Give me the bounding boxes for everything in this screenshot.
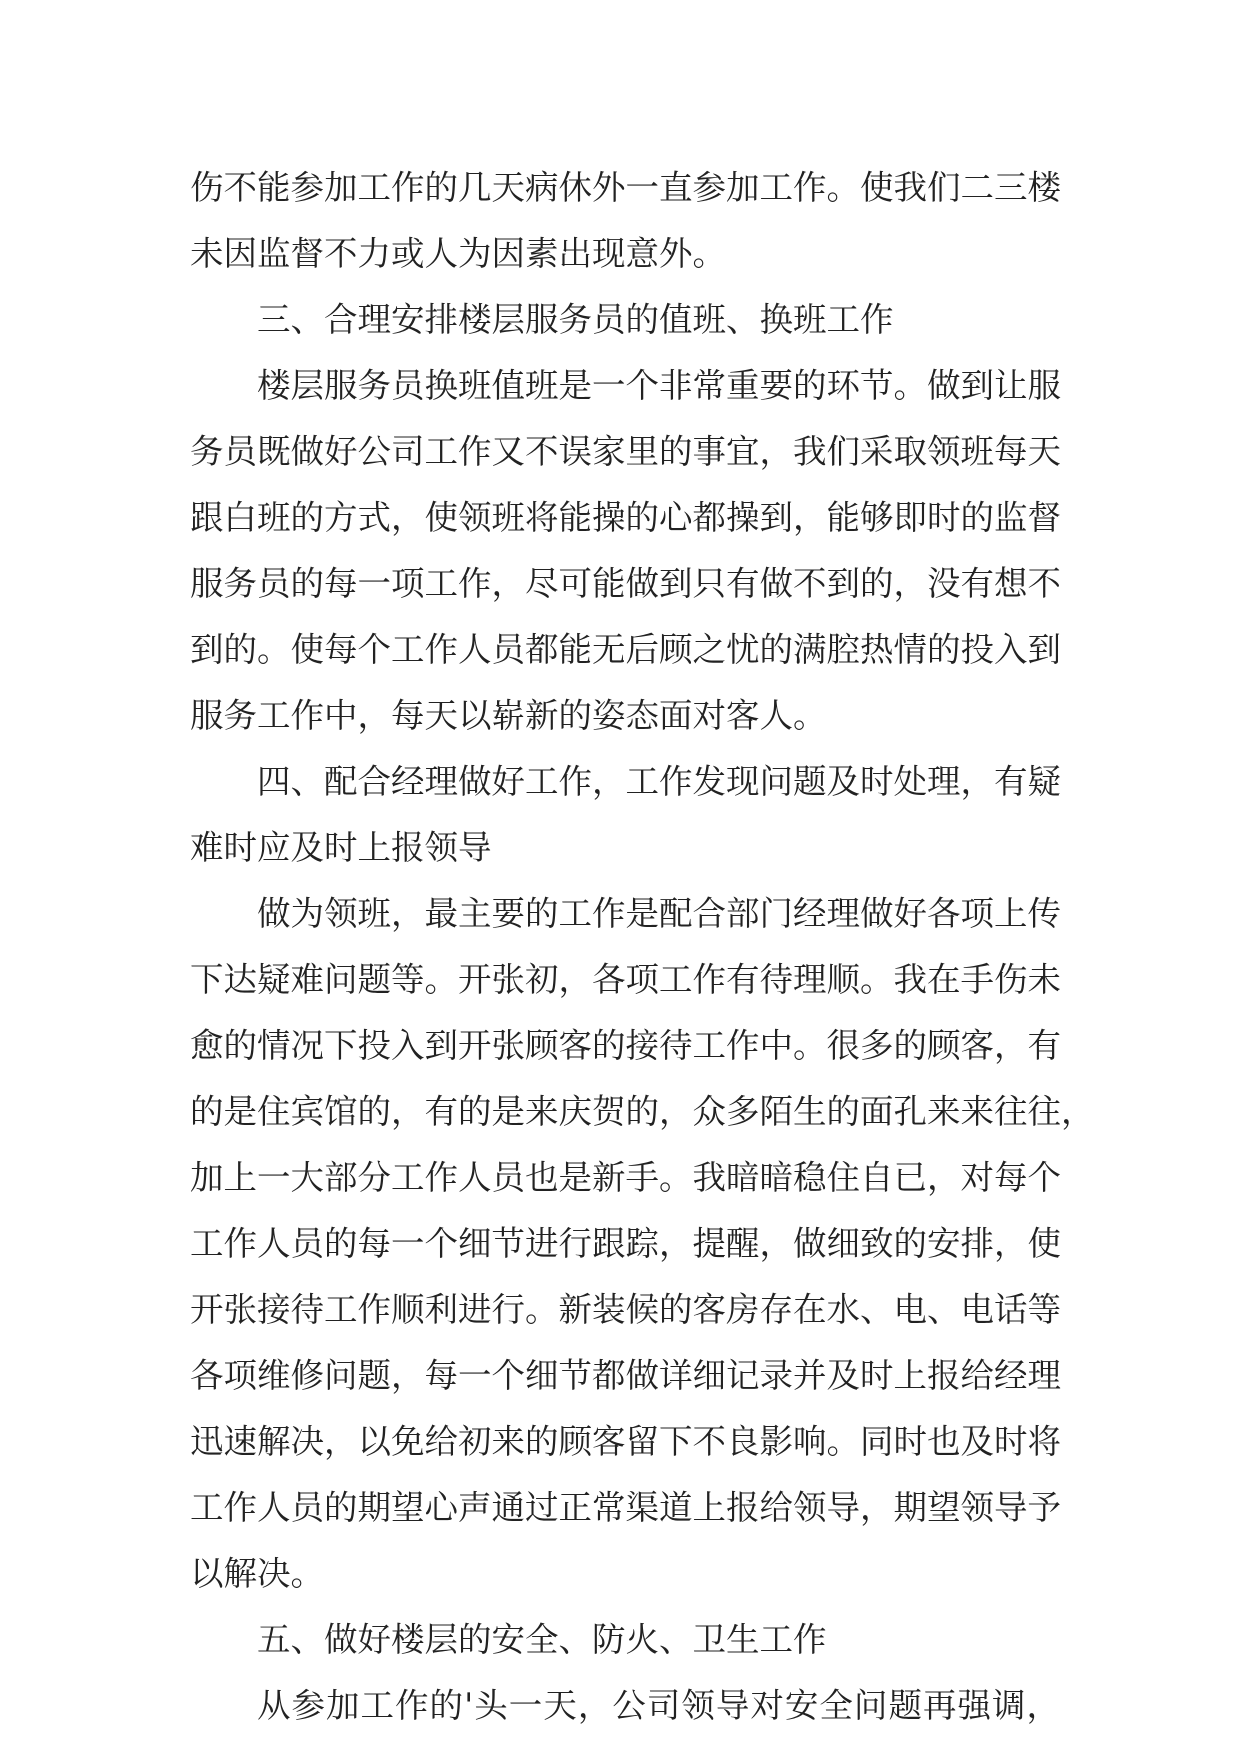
text-line: 愈的情况下投入到开张顾客的接待工作中。很多的顾客，有 — [190, 1026, 1061, 1065]
text-line: 服务工作中，每天以崭新的姿态面对客人。 — [190, 696, 827, 735]
section-heading-4-cont: 难时应及时上报领导 — [190, 828, 492, 867]
text-line: 务员既做好公司工作又不误家里的事宜，我们采取领班每天 — [190, 432, 1061, 471]
text-line: 到的。使每个工作人员都能无后顾之忧的满腔热情的投入到 — [190, 630, 1061, 669]
text-line: 未因监督不力或人为因素出现意外。 — [190, 234, 726, 273]
text-line: 服务员的每一项工作，尽可能做到只有做不到的，没有想不 — [190, 564, 1061, 603]
text-line: 伤不能参加工作的几天病休外一直参加工作。使我们二三楼 — [190, 168, 1061, 207]
text-line: 各项维修问题，每一个细节都做详细记录并及时上报给经理 — [190, 1356, 1061, 1395]
text-line: 工作人员的期望心声通过正常渠道上报给领导，期望领导予 — [190, 1488, 1061, 1527]
text-line: 工作人员的每一个细节进行跟踪，提醒，做细致的安排，使 — [190, 1224, 1061, 1263]
text-line: 加上一大部分工作人员也是新手。我暗暗稳住自已，对每个 — [190, 1158, 1061, 1197]
text-line: 跟白班的方式，使领班将能操的心都操到，能够即时的监督 — [190, 498, 1061, 537]
text-line: 开张接待工作顺利进行。新装候的客房存在水、电、电话等 — [190, 1290, 1061, 1329]
section-heading-3: 三、合理安排楼层服务员的值班、换班工作 — [257, 300, 894, 339]
text-line: 从参加工作的'头一天，公司领导对安全问题再强调， — [257, 1686, 1060, 1725]
text-line: 下达疑难问题等。开张初，各项工作有待理顺。我在手伤未 — [190, 960, 1061, 999]
text-line: 做为领班，最主要的工作是配合部门经理做好各项上传 — [257, 894, 1061, 933]
text-line: 楼层服务员换班值班是一个非常重要的环节。做到让服 — [257, 366, 1061, 405]
text-line: 迅速解决，以免给初来的顾客留下不良影响。同时也及时将 — [190, 1422, 1061, 1461]
section-heading-5: 五、做好楼层的安全、防火、卫生工作 — [257, 1620, 827, 1659]
text-line: 的是住宾馆的，有的是来庆贺的，众多陌生的面孔来来往往， — [190, 1092, 1095, 1131]
section-heading-4: 四、配合经理做好工作，工作发现问题及时处理，有疑 — [257, 762, 1061, 801]
text-line: 以解决。 — [190, 1554, 324, 1593]
body-text — [190, 155, 1095, 1739]
